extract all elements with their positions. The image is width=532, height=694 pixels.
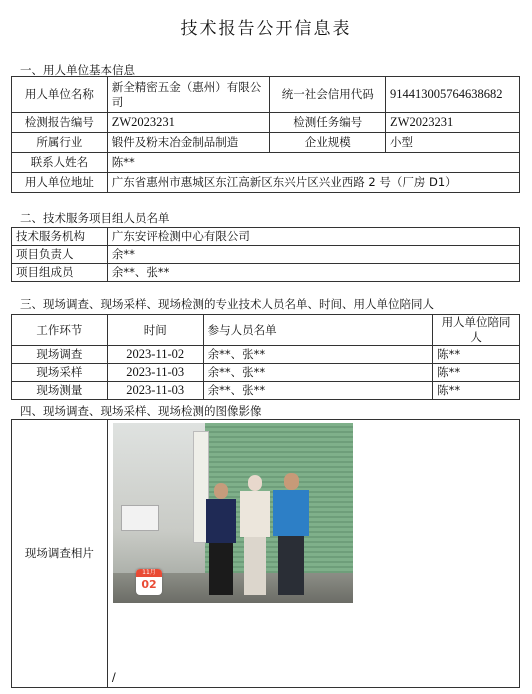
address-value: 广东省惠州市惠城区东江高新区东兴片区兴业西路 2 号（厂房 D1） bbox=[107, 173, 519, 193]
scale-value: 小型 bbox=[386, 133, 520, 153]
task-no-value: ZW2023231 bbox=[386, 113, 520, 133]
team-table bbox=[11, 227, 520, 282]
calendar-icon bbox=[136, 569, 162, 595]
escort-cell: 陈** bbox=[433, 346, 520, 364]
escort-cell: 陈** bbox=[433, 364, 520, 382]
staff-cell: 余**、张** bbox=[203, 346, 433, 364]
section3-heading: 三、现场调查、现场采样、现场检测的专业技术人员名单、时间、用人单位陪同人 bbox=[20, 297, 434, 311]
section4-heading: 四、现场调查、现场采样、现场检测的图像影像 bbox=[20, 404, 262, 418]
section2-heading: 二、技术服务项目组人员名单 bbox=[20, 211, 170, 225]
date-cell: 2023-11-03 bbox=[107, 364, 203, 382]
col-header: 时间 bbox=[107, 315, 203, 346]
photo-ac-unit bbox=[121, 505, 159, 531]
contact-label: 联系人姓名 bbox=[12, 153, 108, 173]
staff-cell: 余**、张** bbox=[203, 364, 433, 382]
leader-value: 余** bbox=[107, 246, 519, 264]
stage-cell: 现场采样 bbox=[12, 364, 108, 382]
report-no-value: ZW2023231 bbox=[107, 113, 270, 133]
industry-value: 锻件及粉末冶金制品制造 bbox=[107, 133, 270, 153]
address-label: 用人单位地址 bbox=[12, 173, 108, 193]
photo-person-2 bbox=[238, 475, 272, 595]
col-header: 用人单位陪同人 bbox=[433, 315, 520, 346]
task-no-label: 检测任务编号 bbox=[270, 113, 386, 133]
unit-name-value: 新全精密五金（惠州）有限公司 bbox=[107, 77, 270, 113]
unit-info-table bbox=[11, 76, 520, 193]
leader-label: 项目负责人 bbox=[12, 246, 108, 264]
staff-cell: 余**、张** bbox=[203, 382, 433, 400]
site-photo bbox=[113, 423, 353, 603]
photo-footnote: / bbox=[111, 670, 116, 684]
table-row bbox=[12, 364, 520, 382]
photo-person-1 bbox=[203, 483, 239, 595]
industry-label: 所属行业 bbox=[12, 133, 108, 153]
photo-label: 现场调查相片 bbox=[12, 420, 108, 688]
org-value: 广东安评检测中心有限公司 bbox=[107, 228, 519, 246]
contact-value: 陈** bbox=[107, 153, 519, 173]
stage-cell: 现场测量 bbox=[12, 382, 108, 400]
field-work-table bbox=[11, 314, 520, 400]
scale-label: 企业规模 bbox=[270, 133, 386, 153]
table-row bbox=[12, 382, 520, 400]
section1-heading: 一、用人单位基本信息 bbox=[20, 63, 135, 77]
stage-cell: 现场调查 bbox=[12, 346, 108, 364]
unit-name-label: 用人单位名称 bbox=[12, 77, 108, 113]
escort-cell: 陈** bbox=[433, 382, 520, 400]
photo-person-3 bbox=[271, 473, 311, 595]
report-no-label: 检测报告编号 bbox=[12, 113, 108, 133]
calendar-month: 11月 bbox=[136, 569, 162, 577]
col-header: 参与人员名单 bbox=[203, 315, 433, 346]
page-title: 技术报告公开信息表 bbox=[180, 19, 352, 39]
credit-code-value: 91441300576463868​2 bbox=[386, 77, 520, 113]
members-label: 项目组成员 bbox=[12, 264, 108, 282]
org-label: 技术服务机构 bbox=[12, 228, 108, 246]
credit-code-label: 统一社会信用代码 bbox=[270, 77, 386, 113]
date-cell: 2023-11-02 bbox=[107, 346, 203, 364]
table-row bbox=[12, 346, 520, 364]
members-value: 余**、张** bbox=[107, 264, 519, 282]
calendar-day: 02 bbox=[141, 578, 157, 591]
col-header: 工作环节 bbox=[12, 315, 108, 346]
date-cell: 2023-11-03 bbox=[107, 382, 203, 400]
